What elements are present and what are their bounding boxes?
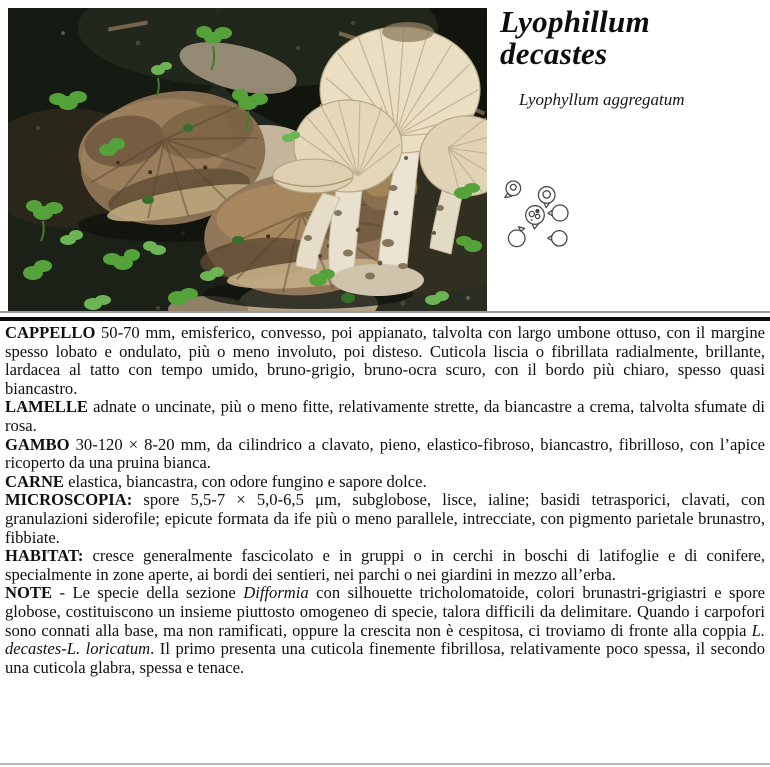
paragraph xyxy=(5,473,765,492)
divider-thin-rule xyxy=(0,311,770,313)
article-body xyxy=(5,324,765,677)
bottom-rule xyxy=(0,763,770,765)
body-text: L. decastes-L. loricatum xyxy=(5,620,765,659)
body-text: cresce generalmente fascicolato e in gruppi o in cerchi in boschi di latifoglie e di conifere, specialmente in zone aperte, ai bordi dei sentieri, nei parchi o nei giardini in mezzo all’erba. xyxy=(5,546,765,584)
body-text: 30-120 × 8-20 mm, da cilindrico a clavato, pieno, elastico-fibroso, biancastro, fibrilloso, con l’apice ricoperto da una pruina bianca. xyxy=(5,434,765,473)
paragraph xyxy=(5,491,765,547)
paragraph xyxy=(5,547,765,584)
body-text: . Il primo presenta una cuticola finemente fibrillosa, relativamente poco spessa, il secondo una cuticola glabra, spessa e tenace. xyxy=(5,639,765,677)
section-label: GAMBO xyxy=(5,434,70,454)
paragraph xyxy=(5,584,765,677)
mushroom-photo-illustration xyxy=(8,8,487,311)
paragraph xyxy=(5,398,765,435)
body-text: elastica, biancastra, con odore fungino e sapore dolce. xyxy=(64,471,427,491)
section-label: MICROSCOPIA: xyxy=(5,490,133,510)
synonym-subtitle: Lyophyllum aggregatum xyxy=(519,90,685,109)
divider-thick-rule xyxy=(0,317,770,321)
spore-drawing-illustration xyxy=(495,170,605,260)
section-label: HABITAT: xyxy=(5,546,84,566)
body-text: 50-70 mm, emisferico, convesso, poi appianato, talvolta con largo umbone ottuso, con il margine spesso lobato e ondulato, più o meno involuto, poi disteso. Cuticola liscia o fibrillata radialmente, brillante, lardacea al tatto con tempo umido, bruno-grigio, bruno-ocra scuro, con il bordo più chiaro, spesso quasi biancastro. xyxy=(5,323,765,398)
body-text: adnate o uncinate, più o meno fitte, relativamente strette, da biancastre a crema, talvolta sfumate di rosa. xyxy=(5,397,765,435)
body-text: Difformia xyxy=(243,583,309,603)
paragraph xyxy=(5,436,765,473)
page-title: Lyophillum decastes xyxy=(500,4,650,72)
body-text: spore 5,5-7 × 5,0-6,5 μm, subglobose, lisce, ialine; basidi tetrasporici, clavati, con granulazioni siderofile; epicute formata da ife più o meno parallele, intrecciate, con pigmento parietale brunastro, fibbiate. xyxy=(5,490,765,547)
spore-drawing xyxy=(495,170,605,260)
section-label: CAPPELLO xyxy=(5,323,96,342)
section-label: CARNE xyxy=(5,471,65,491)
paragraph xyxy=(5,324,765,398)
body-text: - Le specie della sezione xyxy=(52,583,244,603)
mushroom-photo xyxy=(8,8,487,311)
section-label: NOTE xyxy=(5,583,53,603)
body-text: con silhouette tricholomatoide, colori brunastri-grigiastri e spore globose, costituiscono un insieme piuttosto omogeneo di specie, talora difficili da delimitare. Quando i carpofori sono connati alla base, ma non ramificati, oppure la crescita non è cespitosa, ci troviamo di fronte alla coppia xyxy=(5,583,765,640)
section-label: LAMELLE xyxy=(5,397,88,417)
